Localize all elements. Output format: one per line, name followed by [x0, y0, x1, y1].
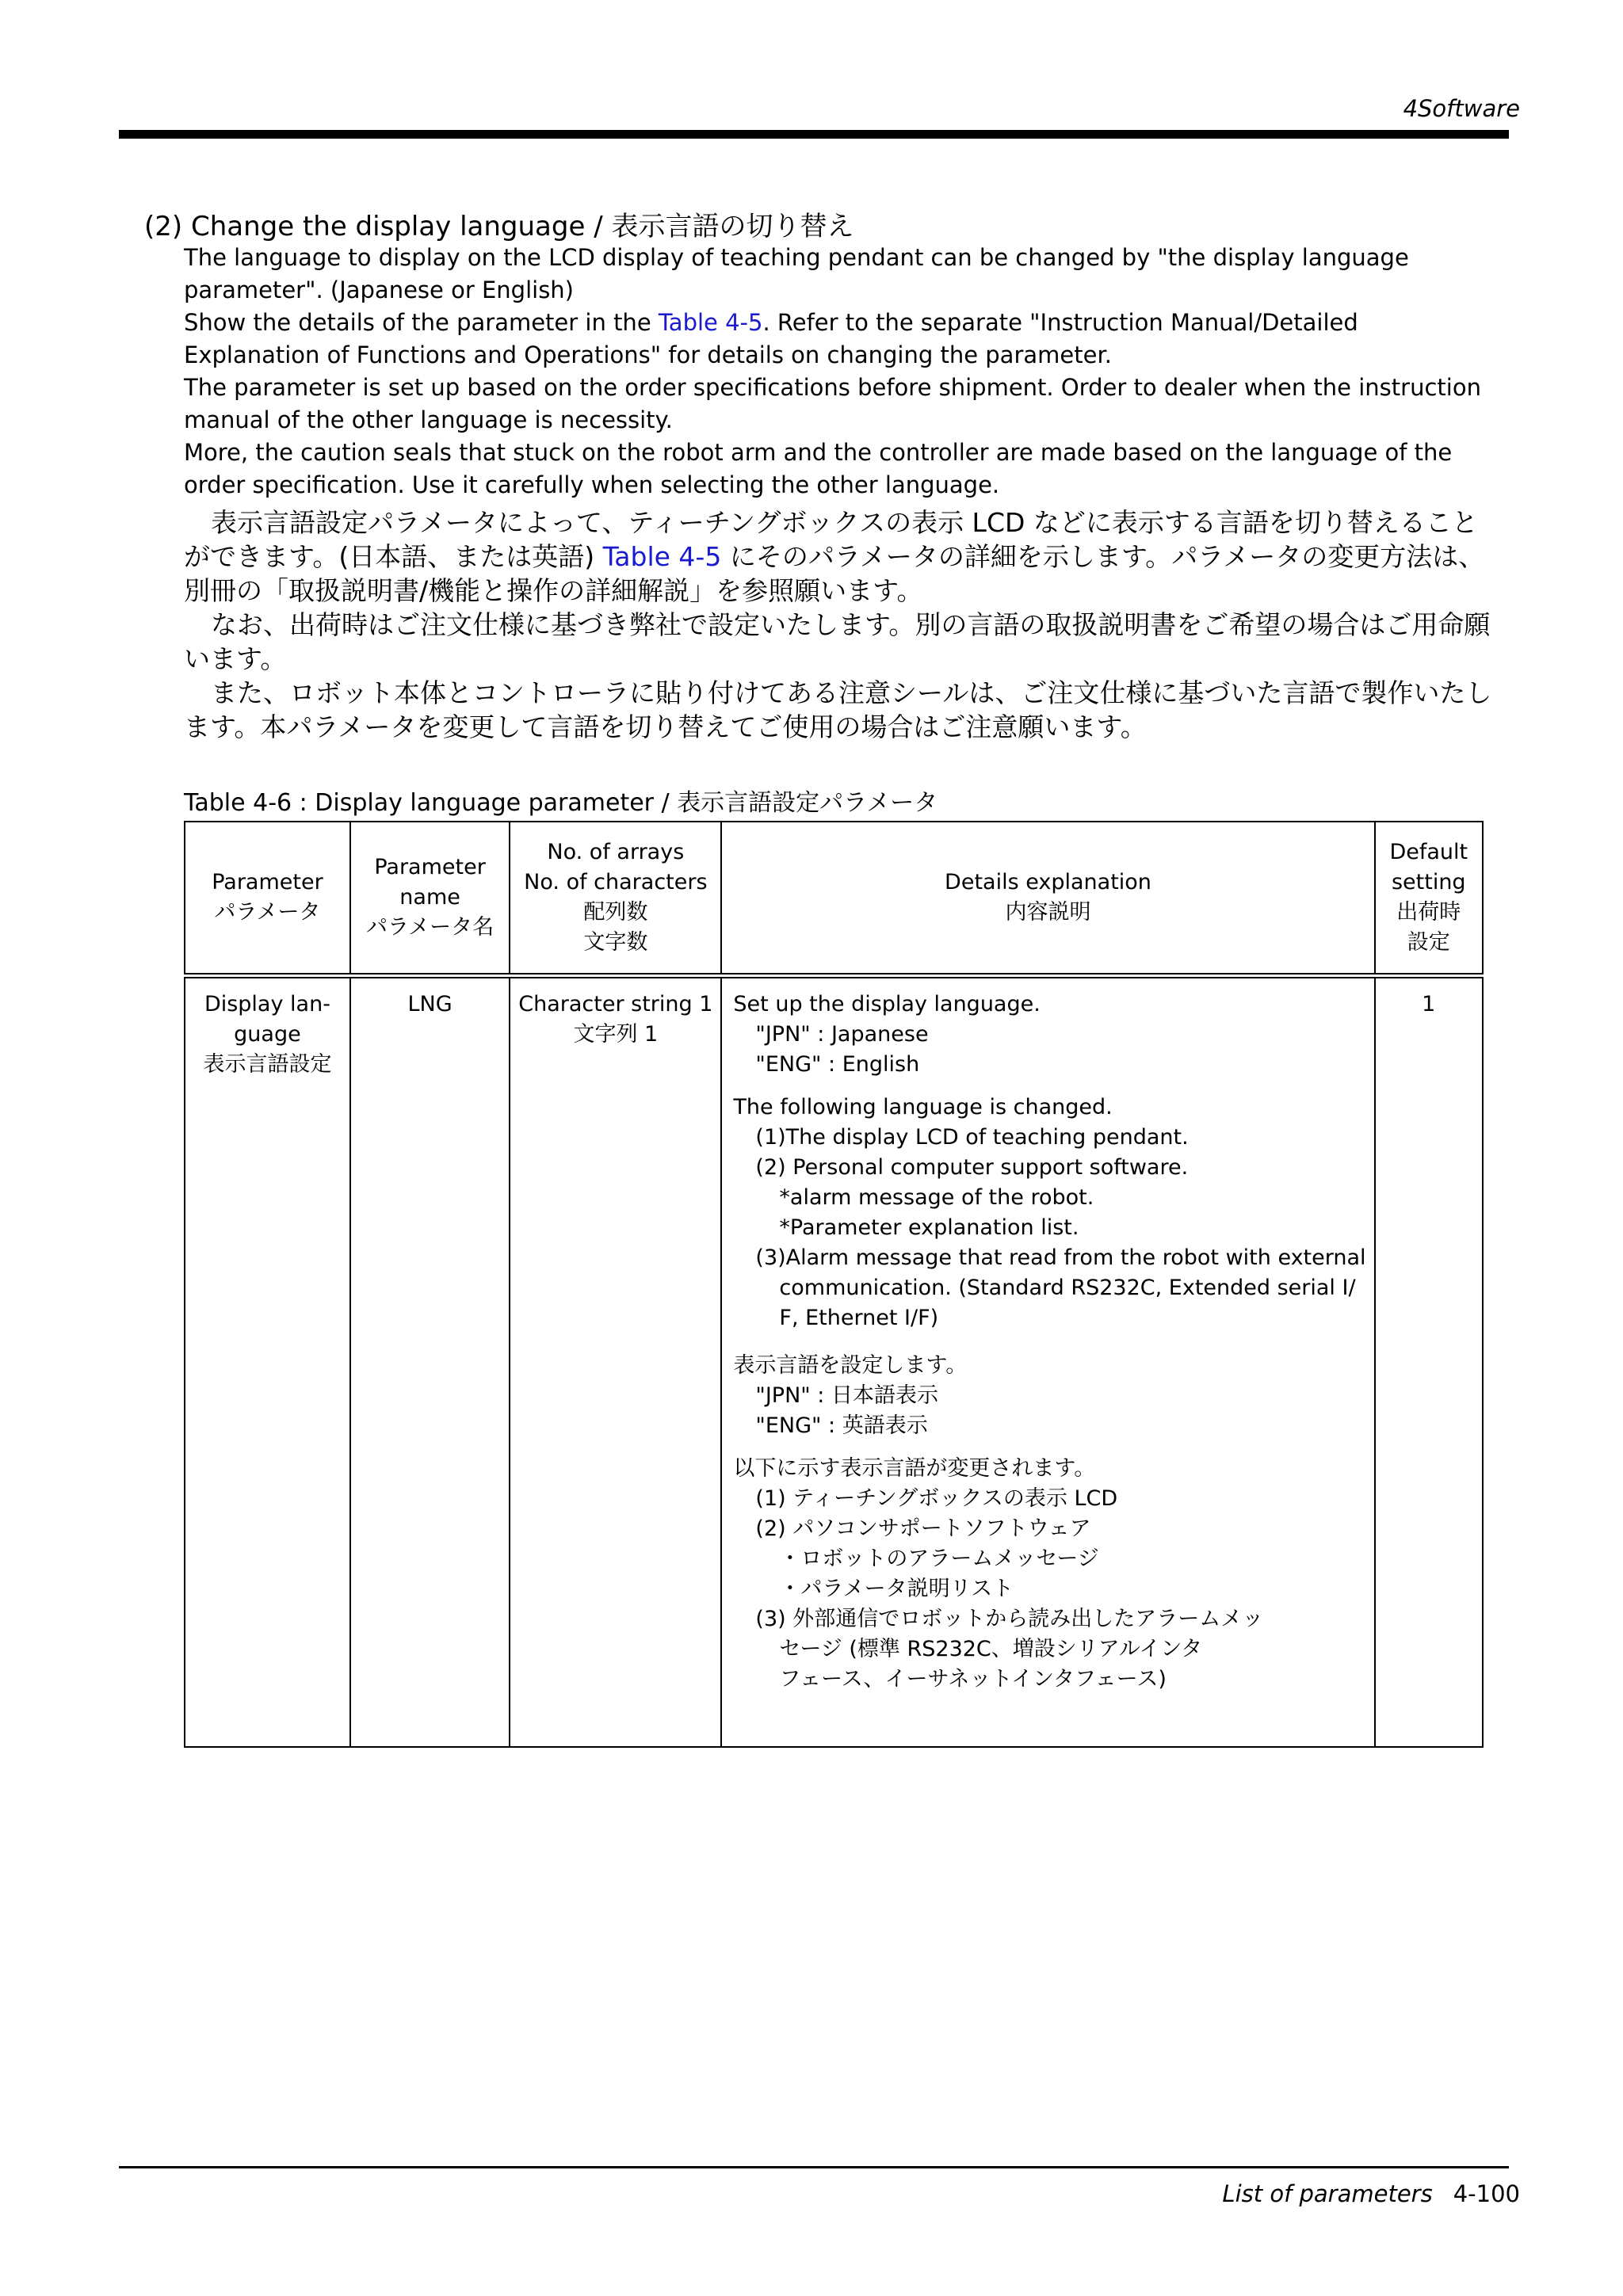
header-parameter-en: Parameter	[212, 870, 323, 894]
detail-line: 表示言語を設定します。	[733, 1353, 968, 1378]
cell-arrays	[510, 976, 721, 1748]
detail-line: Set up the display language.	[733, 992, 1041, 1016]
header-name-en-2: name	[399, 885, 460, 910]
footer	[1222, 2180, 1520, 2207]
cell-default: 1	[1375, 976, 1483, 1748]
header-name-en-1: Parameter	[374, 855, 486, 879]
cell-parameter-jp: 表示言語設定	[203, 1052, 332, 1077]
body-japanese	[184, 505, 1499, 744]
detail-line: "ENG" : 英語表示	[755, 1413, 928, 1438]
table-header-row	[185, 822, 1483, 976]
body-jp-paragraph-3: また、ロボット本体とコントローラに貼り付けてある注意シールは、ご注文仕様に基づいた言語で製作いたします。本パラメータを変更して言語を切り替えてご使用の場合はご注意願います。	[184, 677, 1492, 742]
detail-line: "JPN" : 日本語表示	[755, 1383, 938, 1408]
header-chapter: 4Software	[1403, 95, 1520, 122]
body-en-paragraph-3: The parameter is set up based on the order specifications before shipment. Order to dealer when the instruction manual of the other language is necessity.	[184, 374, 1481, 433]
detail-line: (3) 外部通信でロボットから読み出したアラームメッ	[755, 1607, 1264, 1631]
detail-line: (2) パソコンサポートソフトウェア	[755, 1516, 1091, 1541]
detail-line: "ENG" : English	[755, 1052, 920, 1077]
body-jp-paragraph-1	[184, 505, 1499, 608]
body-en-paragraph-1: The language to display on the LCD display of teaching pendant can be changed by "the display language parameter". (Japanese or English)	[184, 244, 1409, 303]
detail-line: communication. (Standard RS232C, Extended serial I/	[779, 1276, 1356, 1300]
header-details	[721, 822, 1374, 976]
detail-line: *Parameter explanation list.	[779, 1215, 1079, 1240]
header-default-jp-1: 出荷時	[1396, 900, 1461, 925]
detail-line: (2) Personal computer support software.	[755, 1155, 1189, 1180]
detail-line: フェース、イーサネットインタフェース)	[779, 1667, 1167, 1691]
body-jp-paragraph-2: なお、出荷時はご注文仕様に基づき弊社で設定いたします。別の言語の取扱説明書をご希望の場合はご用命願います。	[184, 609, 1491, 674]
cell-arrays-jp: 文字列 1	[573, 1022, 659, 1047]
detail-line: (3)Alarm message that read from the robot with external	[755, 1245, 1366, 1270]
cell-parameter-en-1: Display lan-	[204, 992, 330, 1016]
body-en-paragraph-2	[184, 307, 1484, 372]
header-details-en: Details explanation	[945, 870, 1151, 894]
cell-details	[721, 976, 1374, 1748]
header-arrays-en: No. of arrays	[547, 840, 685, 864]
cell-parameter	[185, 976, 350, 1748]
section-title: (2) Change the display language / 表示言語の切り替え	[144, 211, 854, 242]
body-en-p2-text-post: . Refer to the separate "Instruction Manual/Detailed Explanation of Functions and Operations" for details on changing the parameter.	[184, 309, 1358, 368]
parameter-table	[184, 821, 1484, 1748]
detail-line: ・パラメータ説明リスト	[779, 1577, 1014, 1601]
page-number: 4-100	[1453, 2180, 1520, 2207]
body-jp-p1-text-pre: 表示言語設定パラメータによって、ティーチングボックスの表示 LCD などに表示する言語を切り替えることができます。(日本語、または英語)	[184, 507, 1478, 572]
table-row	[185, 976, 1483, 1748]
cell-arrays-en: Character string 1	[518, 992, 713, 1016]
body-jp-p1-text-post: にそのパラメータの詳細を示します。パラメータの変更方法は、別冊の「取扱説明書/機能と操作の詳細解説」を参照願います。	[184, 541, 1485, 606]
detail-line: (1) ティーチングボックスの表示 LCD	[755, 1486, 1118, 1511]
header-parameter-name	[350, 822, 510, 976]
detail-line: F, Ethernet I/F)	[779, 1306, 939, 1330]
header-default-jp-2: 設定	[1407, 930, 1450, 955]
detail-line: (1)The display LCD of teaching pendant.	[755, 1125, 1189, 1150]
header-parameter-jp: パラメータ	[214, 900, 321, 925]
footer-title: List of parameters	[1222, 2180, 1433, 2207]
header-chars-en: No. of characters	[524, 870, 708, 894]
header-arrays-jp: 配列数	[583, 900, 648, 925]
header-default-en-1: Default	[1389, 840, 1468, 864]
detail-line: 以下に示す表示言語が変更されます。	[733, 1456, 1096, 1481]
table-caption: Table 4-6 : Display language parameter / 表示言語設定パラメータ	[184, 789, 938, 817]
header-arrays	[510, 822, 721, 976]
footer-rule	[119, 2166, 1509, 2168]
table-4-5-link-jp[interactable]: Table 4-5	[602, 541, 722, 572]
header-default-en-2: setting	[1391, 870, 1466, 894]
detail-line: The following language is changed.	[733, 1095, 1113, 1119]
body-english	[184, 242, 1484, 502]
header-default	[1375, 822, 1483, 976]
detail-line: "JPN" : Japanese	[755, 1022, 929, 1047]
header-details-jp: 内容説明	[1005, 900, 1091, 925]
detail-line: *alarm message of the robot.	[779, 1185, 1094, 1210]
cell-parameter-name: LNG	[350, 976, 510, 1748]
header-chars-jp: 文字数	[583, 930, 648, 955]
header-parameter	[185, 822, 350, 976]
detail-line: ・ロボットのアラームメッセージ	[779, 1547, 1099, 1571]
detail-line: セージ (標準 RS232C、増設シリアルインタ	[779, 1637, 1203, 1661]
header-name-jp: パラメータ名	[365, 915, 495, 940]
body-en-p2-text-pre: Show the details of the parameter in the	[184, 309, 659, 336]
table-4-5-link[interactable]: Table 4-5	[658, 309, 763, 336]
body-en-paragraph-4: More, the caution seals that stuck on the robot arm and the controller are made based on the language of the order specification. Use it carefully when selecting the other language.	[184, 439, 1453, 498]
cell-parameter-en-2: guage	[234, 1022, 301, 1047]
header-rule	[119, 130, 1509, 139]
